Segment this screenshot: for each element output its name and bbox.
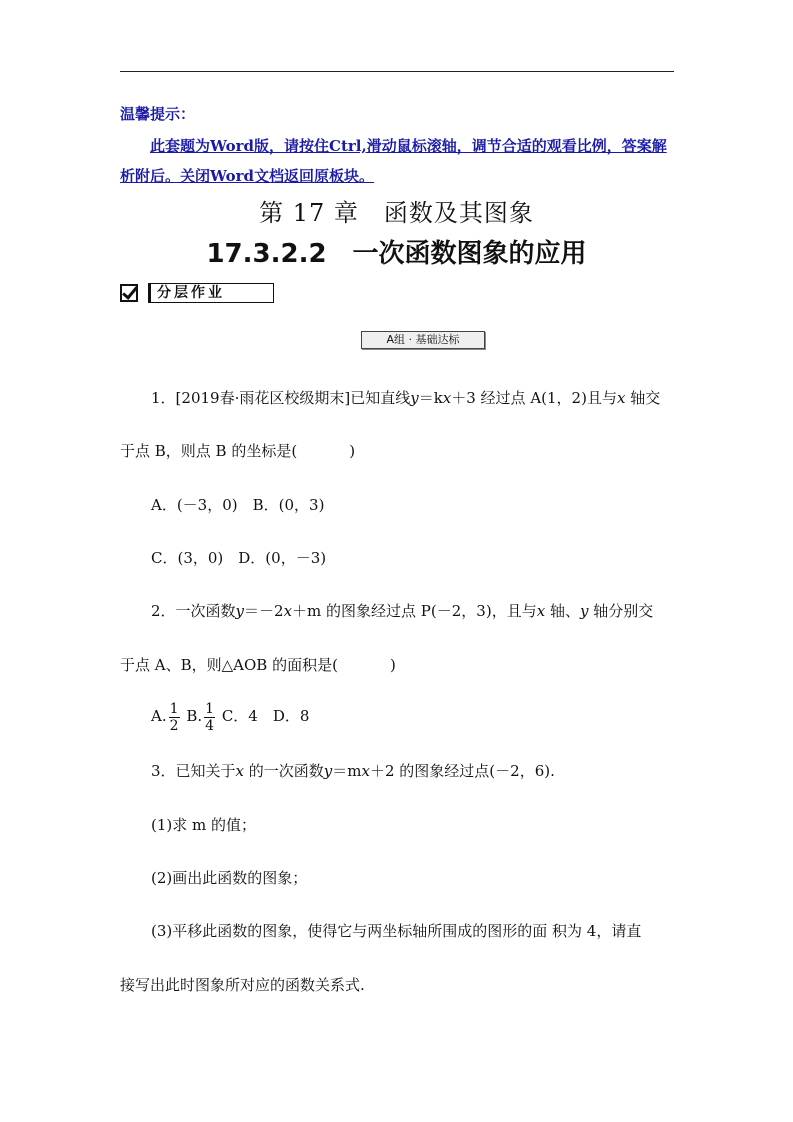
q3-part3-line2: 接写出此时图象所对应的函数关系式. [120,976,365,994]
homework-header [120,283,274,303]
q1-line2: 于点 B，则点 B 的坐标是( ) [120,442,356,460]
q3-part2: (2)画出此函数的图象； [151,869,308,887]
q1-options-ab: A．(－3，0) B．(0，3) [151,496,325,514]
q1-line1: 1．[2019春·雨花区校级期末]已知直线y＝kx＋3 经过点 A(1，2)且与x 轴交 [151,389,661,407]
q3-part1: (1)求 m 的值； [151,816,257,834]
group-badge: A组 · 基础达标 [361,331,485,349]
q2-line1: 2．一次函数y＝－2x＋m 的图象经过点 P(－2，3)，且与x 轴、y 轴分别交 [151,602,654,620]
homework-label: 分层作业 [148,283,274,303]
q3-part3-line1: (3)平移此函数的图象，使得它与两坐标轴所围成的图形的面 积为 4，请直 [151,922,642,940]
q2-line2: 于点 A、B，则△AOB 的面积是( ) [120,656,396,674]
checkbox-icon [120,284,138,302]
q2-options: A. $\frac{1}{2}$ B. $\frac{1}{4}$ C．4 D．8 [151,700,310,734]
q3-line1: 3．已知关于x 的一次函数y＝mx＋2 的图象经过点(－2，6). [151,762,555,780]
header-rule [120,71,674,72]
chapter-title: 第 17 章 函数及其图象 [259,199,534,227]
fraction-one-half: $\frac{1}{2}$ [169,700,179,734]
fraction-one-quarter: $\frac{1}{4}$ [205,700,215,734]
tip-title: 温馨提示： [120,105,196,123]
section-title: 17.3.2.2 一次函数图象的应用 [206,239,587,269]
q1-options-cd: C．(3，0) D．(0，－3) [151,549,327,567]
tip-body: 此套题为Word版，请按住Ctrl,滑动鼠标滚轴，调节合适的观看比例，答案解析附后。关闭Word文档返回原板块。 [120,137,667,185]
